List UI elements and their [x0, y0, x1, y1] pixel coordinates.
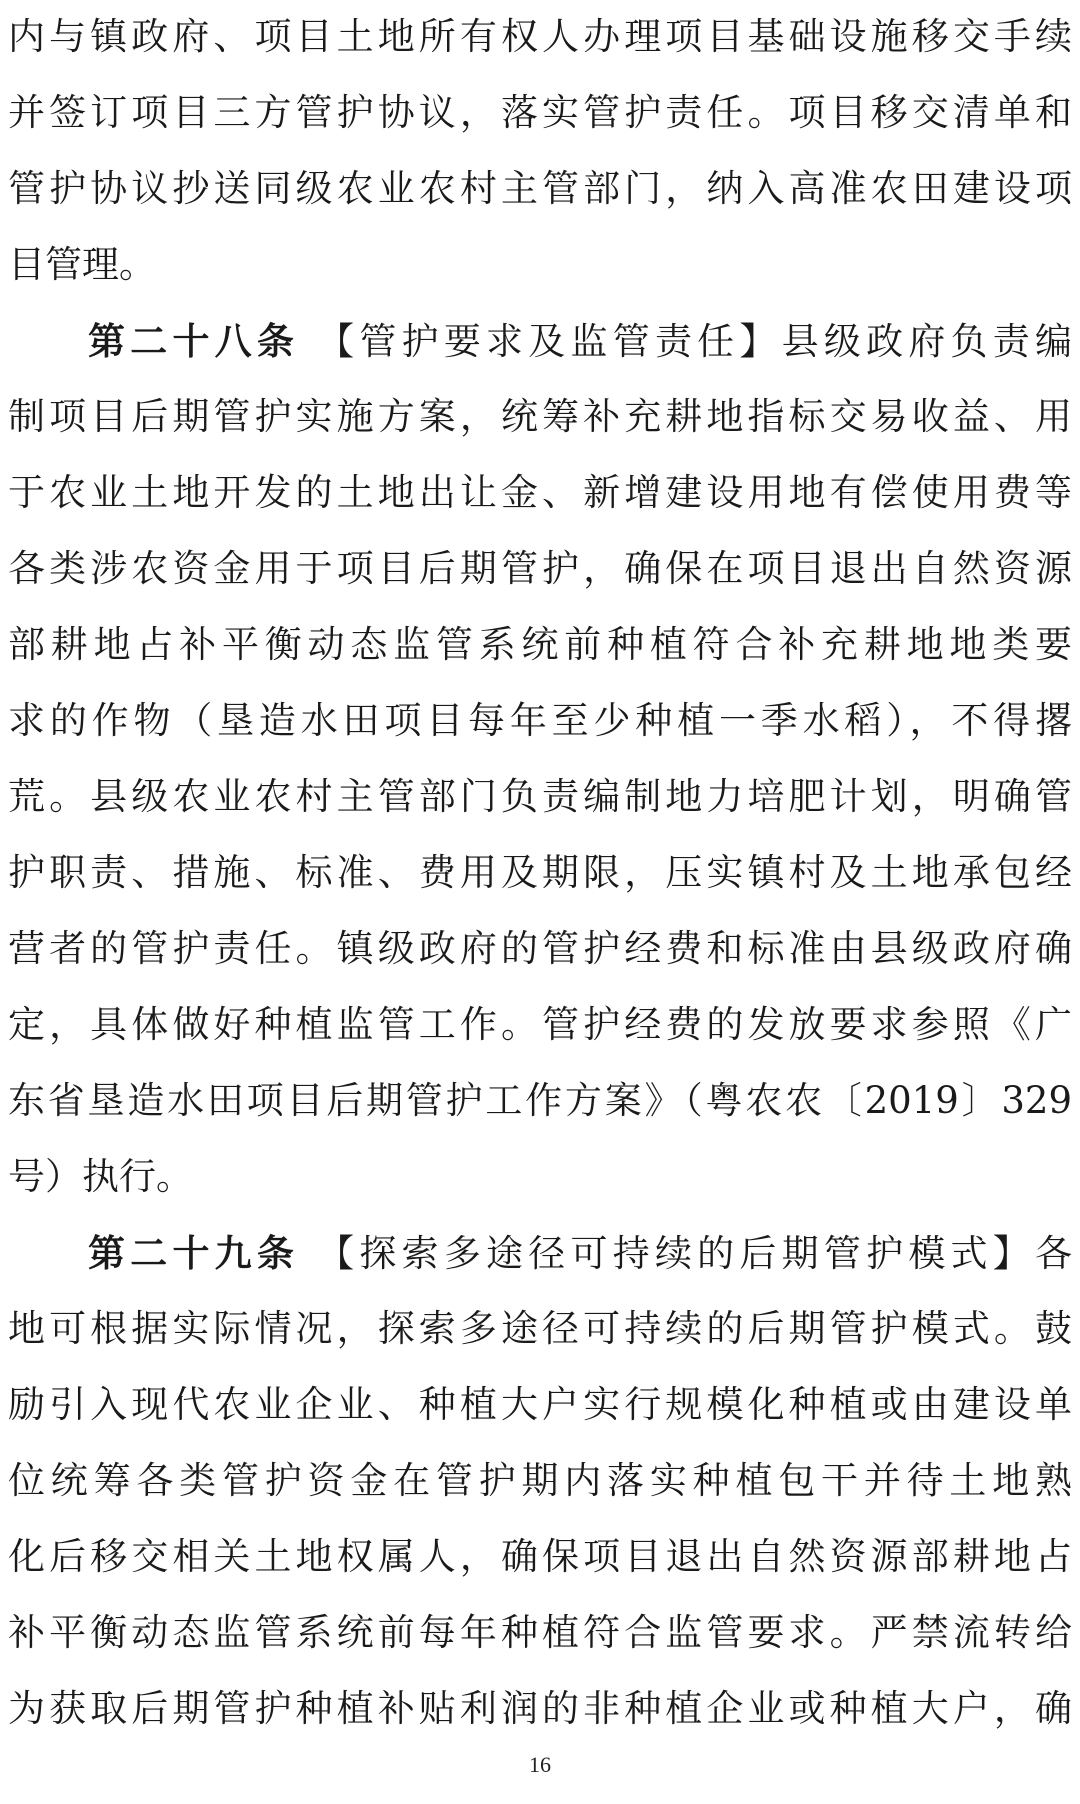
text-line: 荒。县级农业农村主管部门负责编制地力培肥计划，明确管 [8, 775, 1072, 818]
text-line: 补平衡动态监管系统前每年种植符合监管要求。严禁流转给 [8, 1611, 1072, 1654]
text-line: 护职责、措施、标准、费用及期限，压实镇村及土地承包经 [8, 851, 1072, 894]
article-number: 第二十八条 [88, 319, 300, 363]
text-line: 定，具体做好种植监管工作。管护经费的发放要求参照《广 [8, 1003, 1072, 1046]
text-line: 制项目后期管护实施方案，统筹补充耕地指标交易收益、用 [8, 395, 1072, 438]
text-line: 位统筹各类管护资金在管护期内落实种植包干并待土地熟 [8, 1459, 1072, 1502]
text-line: 励引入现代农业企业、种植大户实行规模化种植或由建设单 [8, 1383, 1072, 1426]
text-line: 目管理。 [8, 243, 156, 286]
article-heading-line [8, 1222, 1072, 1298]
text-line: 地可根据实际情况，探索多途径可持续的后期管护模式。鼓 [8, 1307, 1072, 1350]
page-number: 16 [529, 1752, 551, 1777]
paragraph-continuation [8, 6, 1072, 310]
text-line: 各类涉农资金用于项目后期管护，确保在项目退出自然资源 [8, 547, 1072, 590]
article-29 [8, 1222, 1072, 1754]
article-title-text: 【探索多途径可持续的后期管护模式】各 [317, 1232, 1072, 1275]
text-line: 内与镇政府、项目土地所有权人办理项目基础设施移交手续 [8, 15, 1072, 58]
article-title-text: 【管护要求及监管责任】县级政府负责编 [317, 320, 1072, 363]
text-line: 管护协议抄送同级农业农村主管部门，纳入高准农田建设项 [8, 167, 1072, 210]
text-line: 营者的管护责任。镇级政府的管护经费和标准由县级政府确 [8, 927, 1072, 970]
text-line: 为获取后期管护种植补贴利润的非种植企业或种植大户，确 [8, 1687, 1072, 1730]
body-text [8, 6, 1072, 1754]
text-line: 于农业土地开发的土地出让金、新增建设用地有偿使用费等 [8, 471, 1072, 514]
text-line: 号）执行。 [8, 1155, 193, 1198]
text-line: 东省垦造水田项目后期管护工作方案》（粤农农〔2019〕329 [8, 1079, 1072, 1122]
text-line: 并签订项目三方管护协议，落实管护责任。项目移交清单和 [8, 91, 1072, 134]
article-28 [8, 310, 1072, 1222]
article-number: 第二十九条 [88, 1231, 300, 1275]
text-line: 部耕地占补平衡动态监管系统前种植符合补充耕地地类要 [8, 623, 1072, 666]
text-line: 化后移交相关土地权属人，确保项目退出自然资源部耕地占 [8, 1535, 1072, 1578]
article-heading-line [8, 310, 1072, 386]
text-line: 求的作物（垦造水田项目每年至少种植一季水稻），不得撂 [8, 699, 1072, 742]
